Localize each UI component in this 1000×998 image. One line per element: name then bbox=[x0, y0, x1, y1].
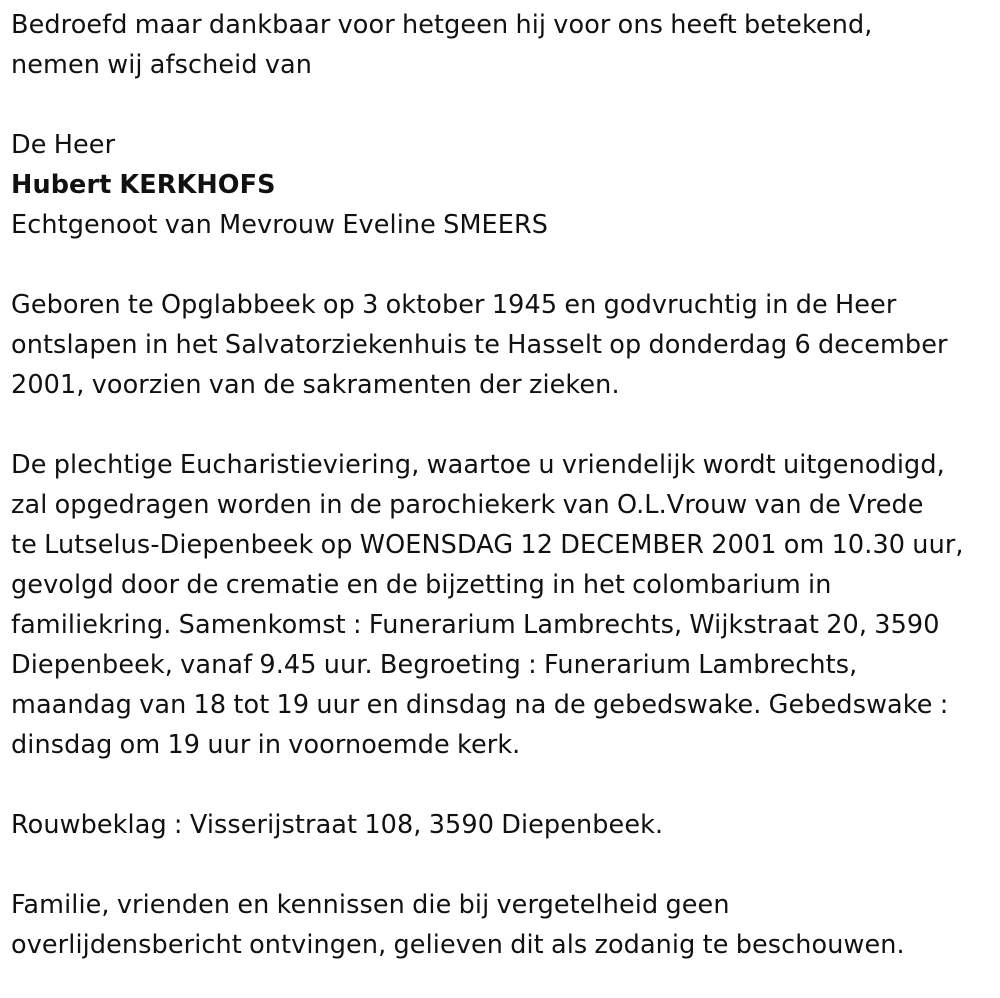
intro-text: Bedroefd maar dankbaar voor hetgeen hij voor ons heeft betekend, nemen wij afscheid van bbox=[11, 10, 873, 80]
birth-death-paragraph: Geboren te Opglabbeek op 3 oktober 1945 en godvruchtig in de Heer ontslapen in het Salvatorziekenhuis te Hasselt op donderdag 6 december 2001, voorzien van de sakramenten der zieken. bbox=[11, 290, 948, 400]
closing-paragraph: Familie, vrienden en kennissen die bij vergetelheid geen overlijdensbericht ontvingen, gelieven dit als zodanig te beschouwen. bbox=[11, 890, 905, 960]
spacer bbox=[11, 245, 996, 285]
spacer bbox=[11, 85, 996, 125]
condolences-line: Rouwbeklag : Visserijstraat 108, 3590 Diepenbeek. bbox=[11, 810, 664, 840]
salutation: De Heer bbox=[11, 130, 116, 160]
spacer bbox=[11, 845, 996, 885]
obituary-notice bbox=[11, 5, 996, 965]
ceremony-paragraph: De plechtige Eucharistieviering, waartoe u vriendelijk wordt uitgenodigd, zal opgedragen worden in de parochiekerk van O.L.Vrouw van de Vrede te Lutselus-Diepenbeek op WOENSDAG 12 DECEMBER 2001 om 10.30 uur, gevolgd door de crematie en de bijzetting in het colombarium in familiekring. Samenkomst : Funerarium Lambrechts, Wijkstraat 20, 3590 Diepenbeek, vanaf 9.45 uur. Begroeting : Funerarium Lambrechts, maandag van 18 tot 19 uur en dinsdag na de gebedswake. Gebedswake : dinsdag om 19 uur in voornoemde kerk. bbox=[11, 450, 964, 760]
spacer bbox=[11, 405, 996, 445]
spouse-line: Echtgenoot van Mevrouw Eveline SMEERS bbox=[11, 210, 549, 240]
deceased-name: Hubert KERKHOFS bbox=[11, 170, 276, 200]
spacer bbox=[11, 765, 996, 805]
